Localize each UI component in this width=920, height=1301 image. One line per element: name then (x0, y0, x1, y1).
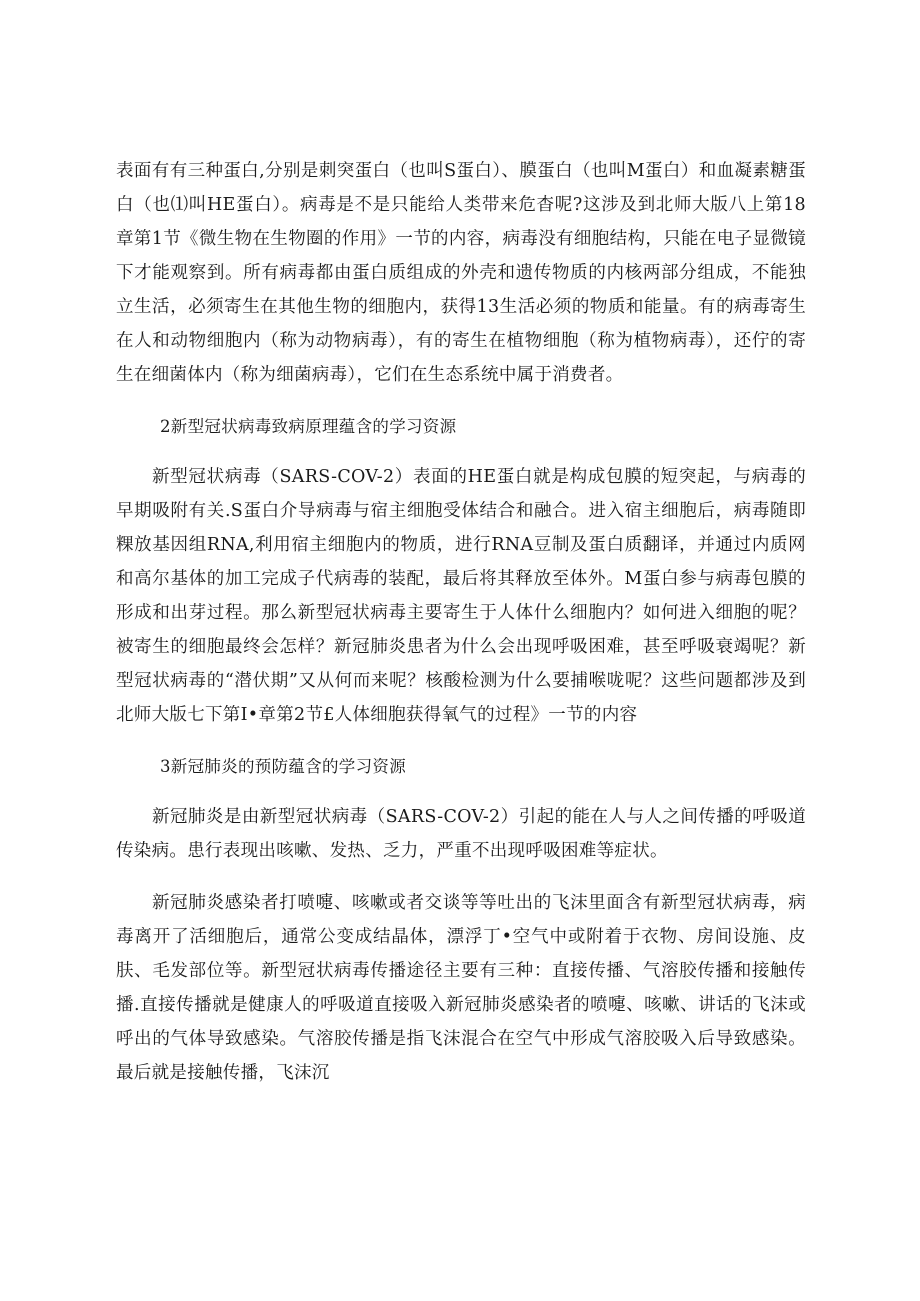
paragraph-virus-structure: 表面有有三种蛋白,分别是刺突蛋白（也叫S蛋白）、膜蛋白（也叫M蛋白）和血凝素糖蛋白（也⑴叫HE蛋白）。病毒是不是只能给人类带来危杳呢?这涉及到北师大版八上第18章第1节《微生物在生物圈的作用》一节的内容，病毒没有细胞结构，只能在电子显微镜下才能观察到。所有病毒都由蛋白质组成的外壳和遗传物质的内核两部分组成，不能独立生活，必须寄生在其他生物的细胞内，获得13生活必须的物质和能量。有的病毒寄生在人和动物细胞内（称为动物病毒），有的寄生在植物细胞（称为植物病毒），还佇的寄生在细菌体内（称为细菌病毒），它们在生态系统中属于消费者。 (116, 161, 806, 385)
paragraph-pathogenesis: 新型冠状病毒（SARS-COV-2）表面的HE蛋白就是构成包膜的短突起，与病毒的早期吸附有关.S蛋白介导病毒与宿主细胞受体结合和融合。进入宿主细胞后，病毒随即粿放基因组RNA,利用宿主细胞内的物质，进行RNA豆制及蛋白质翻译，并通过内质网和高尔基体的加工完成子代病毒的装配，最后将其释放至体外。M蛋白参与病毒包膜的形成和出芽过程。那么新型冠状病毒主要寄生于人体什么细胞内？如何进入细胞的呢？被寄生的细胞最终会怎样？新冠肺炎患者为什么会出现呼吸困难，甚至呼吸衰竭呢？新型冠状病毒的“潜伏期”又从何而来呢？核酸检测为什么要捕喉咙呢？这些问题都涉及到北师大版七下第I•章第2节£人体细胞获得氧气的过程》一节的内容 (116, 467, 806, 725)
paragraph-disease-intro: 新冠肺炎是由新型冠状病毒（SARS-COV-2）引起的能在人与人之间传播的呼吸道传染病。患行表现出咳嗽、发热、乏力，严重不出现呼吸困难等症状。 (116, 807, 806, 861)
section-heading-2: 2新型冠状病毒致病原理蕴含的学习资源 (160, 417, 457, 436)
paragraph-transmission: 新冠肺炎感染者打喷嚏、咳嗽或者交谈等等吐出的飞沫里面含有新型冠状病毒，病毒离开了活细胞后，通常公变成结晶体，漂浮丁•空气中或附着于衣物、房间设施、皮肤、毛发部位等。新型冠状病毒传播途径主要有三种：直接传播、气溶胶传播和接触传播.直接传播就是健康人的呼吸道直接吸入新冠肺炎感染者的喷嚏、咳嗽、讲话的飞沫或呼出的气体导致感染。气溶胶传播是指飞沫混合在空气中形成气溶胶吸入后导致感染。最后就是接触传播，飞沫沉 (116, 893, 806, 1083)
section-heading-3: 3新冠肺炎的预防蕴含的学习资源 (160, 757, 406, 776)
document-body (116, 154, 806, 1090)
